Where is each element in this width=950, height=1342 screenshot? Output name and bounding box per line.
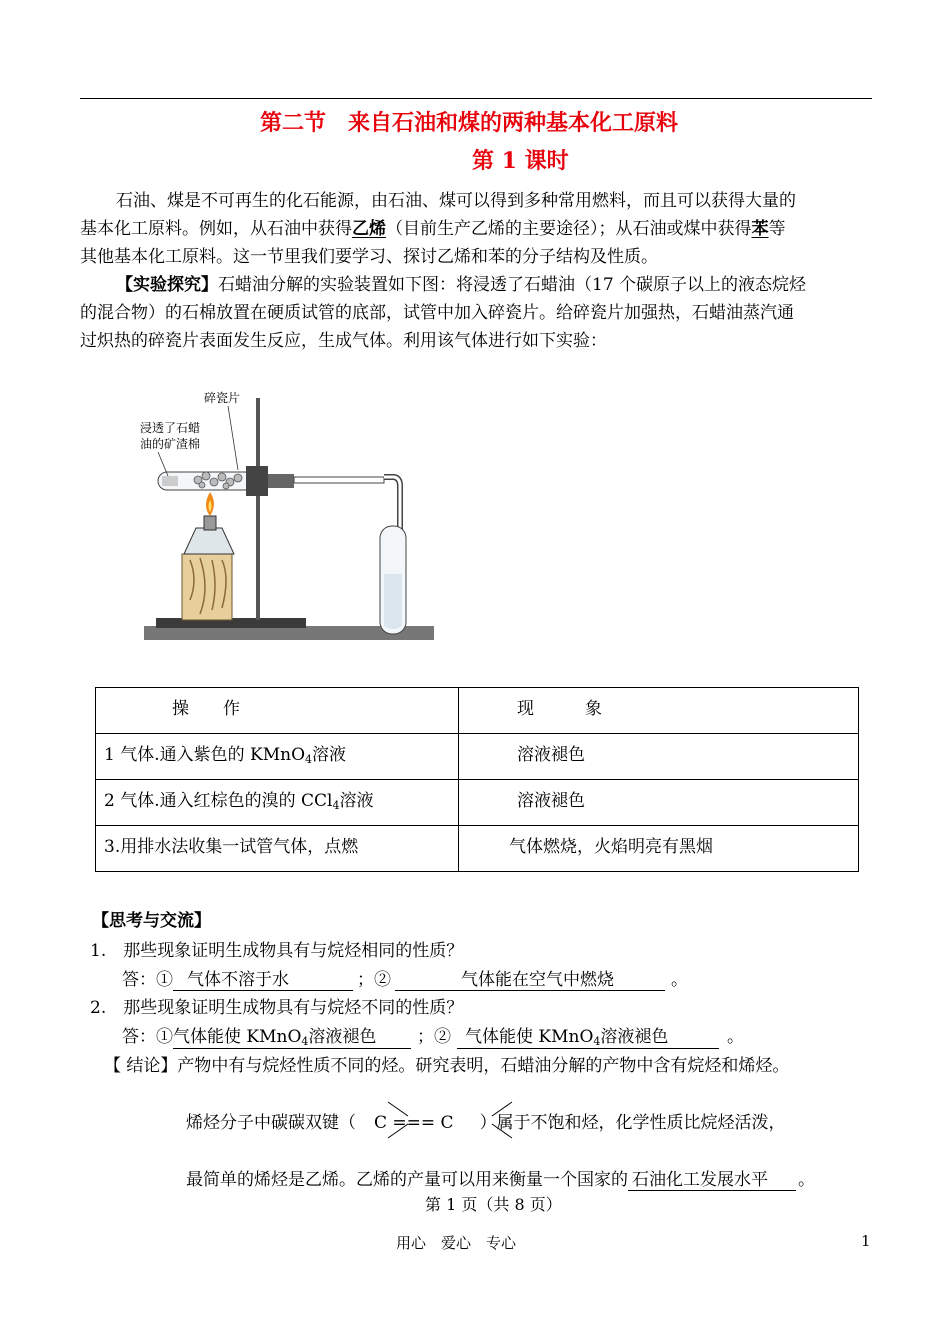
answer-2-blank-1: 气体能使 KMnO$_4$溶液褪色 — [173, 1022, 411, 1049]
stand-rod — [256, 398, 260, 620]
experiment-line-3: 过炽热的碎瓷片表面发生反应，生成气体。利用该气体进行如下实验： — [80, 331, 607, 351]
page-title: 第二节 来自石油和煤的两种基本化工原料 — [260, 110, 679, 136]
phenomenon-cell: 溶液褪色 — [459, 734, 859, 780]
table-row — [96, 826, 859, 872]
phenomenon-cell: 气体燃烧，火焰明亮有黑烟 — [459, 826, 859, 872]
operation-cell: 2 气体.通入红棕色的溴的 CCl$_4$溶液 — [96, 780, 459, 826]
clamp — [246, 466, 268, 496]
answer-2: 答：①气体能使 KMnO$_4$溶液褪色 ；② 气体能使 KMnO$_4$溶液褪色 。 — [122, 1022, 744, 1049]
intro-line-2: 基本化工原料。例如，从石油中获得乙烯（目前生产乙烯的主要途径）；从石油或煤中获得苯等 — [80, 219, 786, 239]
ethylene-answer: 乙烯 — [352, 219, 386, 239]
table-header-row — [96, 688, 859, 734]
header-operation: 操 作 — [96, 688, 459, 734]
page-number-label: 第 1 页（共 8 页） — [425, 1195, 562, 1214]
header-rule — [80, 98, 872, 99]
discussion-title: 【思考与交流】 — [92, 911, 211, 931]
intro-line-3: 其他基本化工原料。这一节里我们要学习、探讨乙烯和苯的分子结构及性质。 — [80, 247, 658, 267]
alcohol-lamp — [184, 528, 234, 554]
conclusion-text: 【 结论】产物中有与烷烃性质不同的烃。研究表明，石蜡油分解的产物中含有烷烃和烯烃。 — [104, 1056, 790, 1076]
benzene-answer: 苯 — [751, 219, 769, 239]
phenomenon-cell: 溶液褪色 — [459, 780, 859, 826]
wood-block — [182, 554, 232, 620]
experiment-table — [95, 687, 859, 872]
label-wool-2: 油的矿渣棉 — [140, 437, 201, 451]
bond-lines-icon — [380, 1098, 530, 1142]
experiment-tag: 【实验探究】 — [116, 275, 218, 295]
ethylene-answer-blank: 石油化工发展水平 — [628, 1165, 796, 1191]
mineral-wool — [162, 476, 178, 486]
footer-motto: 用心 爱心 专心 — [396, 1234, 517, 1252]
table-row — [96, 780, 859, 826]
operation-cell: 3.用排水法收集一试管气体，点燃 — [96, 826, 459, 872]
answer-1-blank-1: 气体不溶于水 — [173, 965, 353, 991]
double-bond-line: 烯烃分子中碳碳双键（ C === C ）属于不饱和烃，化学性质比烷烃活泼， — [186, 1113, 786, 1133]
label-wool-1: 浸透了石蜡 — [140, 421, 201, 435]
operation-cell: 1 气体.通入紫色的 KMnO$_4$溶液 — [96, 734, 459, 780]
question-1: 1. 那些现象证明生成物具有与烷烃相同的性质？ — [90, 941, 464, 961]
answer-1: 答：① 气体不溶于水 ；② 气体能在空气中燃烧 。 — [122, 965, 688, 991]
experiment-line-1: 【实验探究】石蜡油分解的实验装置如下图：将浸透了石蜡油（17 个碳原子以上的液态烷烃 — [116, 275, 807, 295]
intro-line-1: 石油、煤是不可再生的化石能源，由石油、煤可以得到多种常用燃料，而且可以获得大量的 — [116, 191, 796, 211]
answer-2-blank-2: 气体能使 KMnO$_4$溶液褪色 — [457, 1022, 719, 1049]
experiment-line-2: 的混合物）的石棉放置在硬质试管的底部，试管中加入碎瓷片。给碎瓷片加强热，石蜡油蒸汽通 — [80, 303, 794, 323]
answer-1-blank-2: 气体能在空气中燃烧 — [395, 965, 665, 991]
label-porcelain: 碎瓷片 — [204, 391, 241, 405]
stopper — [268, 474, 294, 488]
footer-page-num: 1 — [861, 1232, 871, 1250]
question-2: 2. 那些现象证明生成物具有与烷烃不同的性质？ — [90, 998, 464, 1018]
delivery-tube — [294, 477, 384, 483]
apparatus-figure — [138, 378, 438, 648]
ethylene-line: 最简单的烯烃是乙烯。乙烯的产量可以用来衡量一个国家的 石油化工发展水平 。 — [186, 1165, 815, 1191]
header-phenomenon: 现 象 — [459, 688, 859, 734]
double-bond-formula: C === C — [374, 1113, 454, 1133]
page-subtitle: 第 1 课时 — [472, 148, 569, 174]
table-row — [96, 734, 859, 780]
